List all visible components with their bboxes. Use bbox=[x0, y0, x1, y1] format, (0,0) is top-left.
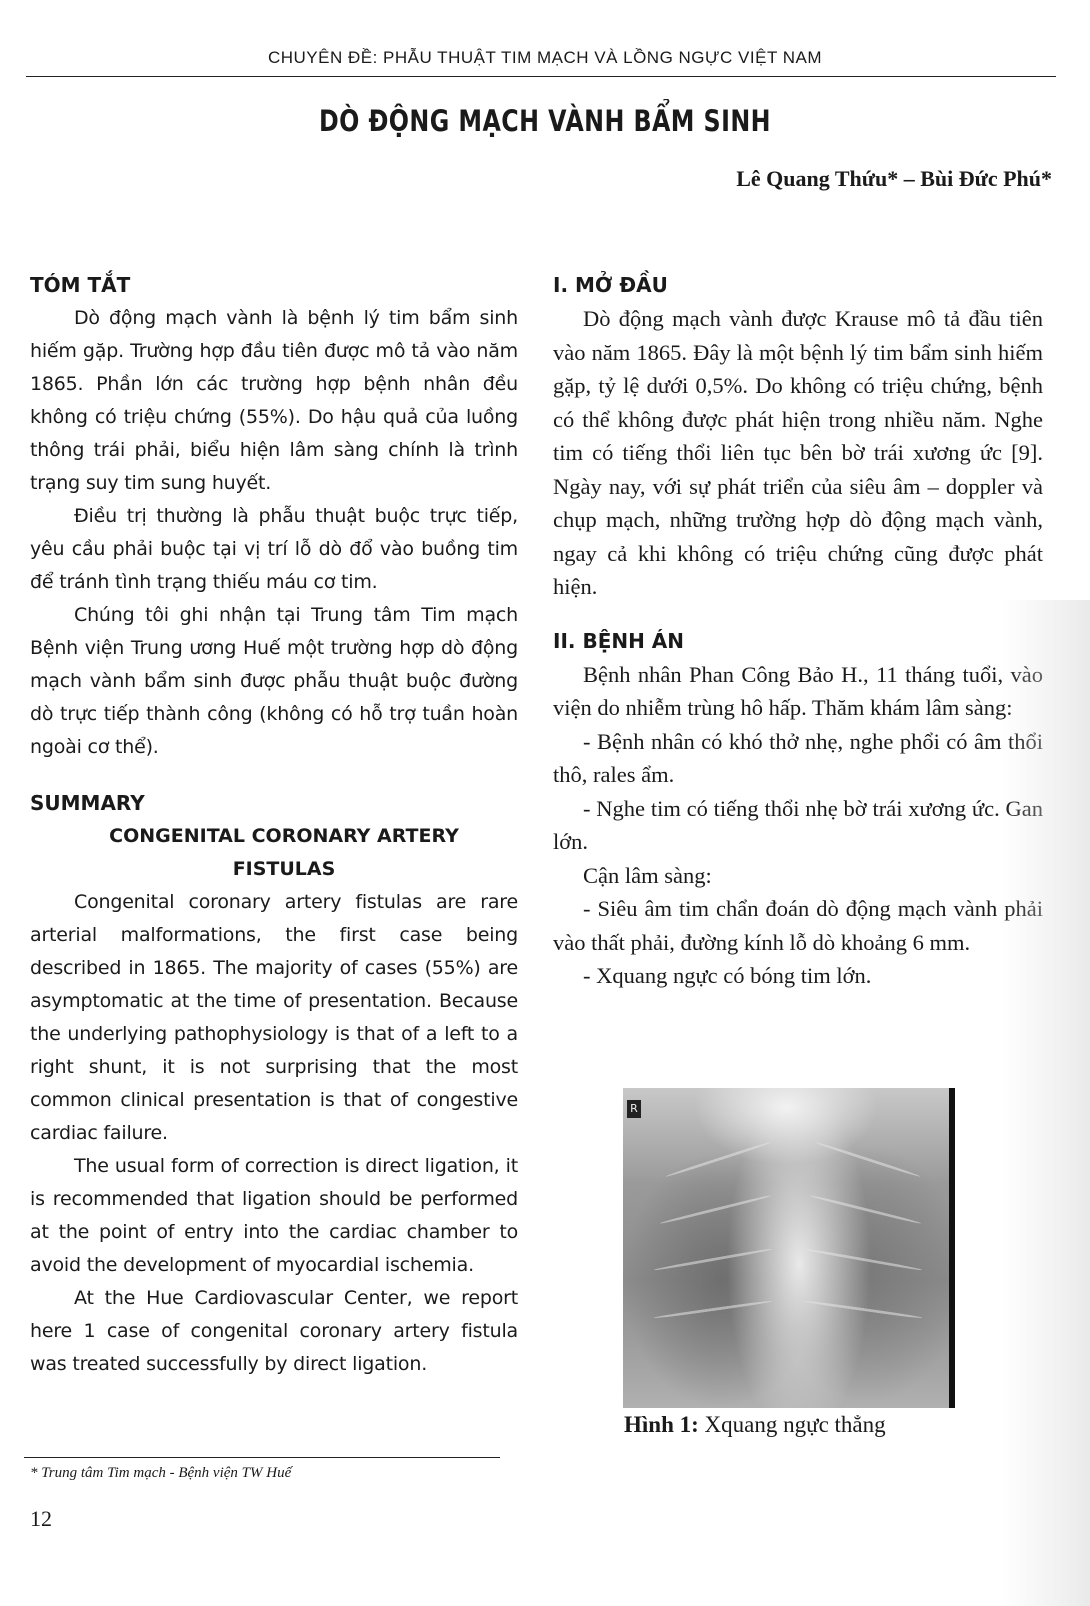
authors: Lê Quang Thứu* – Bùi Đức Phú* bbox=[736, 166, 1052, 191]
tomtat-paragraph: Chúng tôi ghi nhận tại Trung tâm Tim mạch Bệnh viện Trung ương Huế một trường hợp dò động mạch vành bẩm sinh được phẫu thuật buộc đường dò trực tiếp thành công (không có hỗ trợ tuần hoàn ngoài cơ thể). bbox=[30, 604, 518, 758]
tomtat-paragraph: Điều trị thường là phẫu thuật buộc trực tiếp, yêu cầu phải buộc tại vị trí lỗ dò đổ vào buồng tim để tránh tình trạng thiếu máu cơ tim. bbox=[30, 505, 518, 593]
rib-shadow bbox=[803, 1300, 922, 1320]
clinical-item: - Bệnh nhân có khó thở nhẹ, nghe phổi có âm thổi thô, rales ẩm. bbox=[553, 728, 1043, 787]
figure-caption-text: Xquang ngực thẳng bbox=[698, 1412, 886, 1437]
tomtat-paragraph: Dò động mạch vành là bệnh lý tim bẩm sinh hiếm gặp. Trường hợp đầu tiên được mô tả vào năm 1865. Phần lớn các trường hợp bệnh nhân đều không có triệu chứng (55%). Do hậu quả của luồng thông trái phải, biểu hiện lâm sàng chính là trình trạng suy tim sung huyết. bbox=[30, 307, 518, 494]
running-header: CHUYÊN ĐỀ: PHẪU THUẬT TIM MẠCH VÀ LỒNG NGỰC VIỆT NAM bbox=[267, 48, 823, 67]
rib-shadow bbox=[659, 1194, 771, 1225]
rib-shadow bbox=[809, 1194, 921, 1225]
rib-shadow bbox=[804, 1248, 923, 1272]
case-paragraph: Bệnh nhân Phan Công Bảo H., 11 tháng tuổi, vào viện do nhiễm trùng hô hấp. Thăm khám lâm sàng: bbox=[553, 661, 1043, 720]
right-column bbox=[553, 268, 1043, 993]
rib-shadow bbox=[653, 1300, 772, 1320]
rib-shadow bbox=[654, 1248, 773, 1272]
page-bleed-shadow bbox=[1000, 600, 1090, 1606]
rib-shadow bbox=[815, 1141, 921, 1178]
summary-title-line1: CONGENITAL CORONARY ARTERY bbox=[109, 825, 459, 847]
paraclinical-item: - Xquang ngực có bóng tim lớn. bbox=[583, 963, 872, 988]
summary-heading: SUMMARY bbox=[30, 791, 145, 815]
xray-side-marker: R bbox=[627, 1100, 641, 1118]
intro-heading: I. MỞ ĐẦU bbox=[553, 273, 668, 297]
paraclinical-item: - Siêu âm tim chẩn đoán dò động mạch vành phải vào thất phải, đường kính lỗ dò khoảng 6 mm. bbox=[553, 896, 1043, 955]
left-column bbox=[30, 268, 518, 1381]
header-rule bbox=[26, 76, 1056, 77]
summary-paragraph: At the Hue Cardiovascular Center, we report here 1 case of congenital coronary artery fistula was treated successfully by direct ligation. bbox=[30, 1287, 518, 1375]
chest-xray-image bbox=[623, 1088, 955, 1408]
summary-paragraph: Congenital coronary artery fistulas are rare arterial malformations, the first case being described in 1865. The majority of cases (55%) are asymptomatic at the time of presentation. Because the underlying pathophysiology is that of a left to a right shunt, it is not surprising that the most common clinical presentation is that of congestive cardiac failure. bbox=[30, 891, 518, 1144]
paraclinical-label: Cận lâm sàng: bbox=[583, 862, 712, 888]
rib-shadow bbox=[665, 1141, 771, 1178]
figure-caption bbox=[624, 1412, 886, 1438]
page-number: 12 bbox=[30, 1506, 52, 1531]
intro-paragraph: Dò động mạch vành được Krause mô tả đầu tiên vào năm 1865. Đây là một bệnh lý tim bẩm sinh hiếm gặp, tỷ lệ dưới 0,5%. Do không có triệu chứng, bệnh có thể không được phát hiện trong nhiều năm. Nghe tim có tiếng thổi liên tục bên bờ trái xương ức [9]. Ngày nay, với sự phát triển của siêu âm – doppler và chụp mạch, những trường hợp dò động mạch vành, ngay cả khi không có triệu chứng cũng được phát hiện. bbox=[553, 306, 1043, 599]
clinical-item: - Nghe tim có tiếng thổi nhẹ bờ trái xương ức. Gan lớn. bbox=[553, 795, 1043, 854]
footnote: * Trung tâm Tim mạch - Bệnh viện TW Huế bbox=[30, 1465, 292, 1481]
tomtat-heading: TÓM TẮT bbox=[30, 273, 131, 297]
footnote-rule bbox=[24, 1457, 500, 1458]
article-title: DÒ ĐỘNG MẠCH VÀNH BẨM SINH bbox=[319, 104, 771, 138]
figure-caption-label: Hình 1: bbox=[624, 1412, 699, 1437]
summary-title-line2: FISTULAS bbox=[232, 858, 336, 880]
case-heading: II. BỆNH ÁN bbox=[553, 628, 685, 653]
summary-paragraph: The usual form of correction is direct ligation, it is recommended that ligation should be performed at the point of entry into the cardiac chamber to avoid the development of myocardial ischemia. bbox=[30, 1155, 518, 1276]
